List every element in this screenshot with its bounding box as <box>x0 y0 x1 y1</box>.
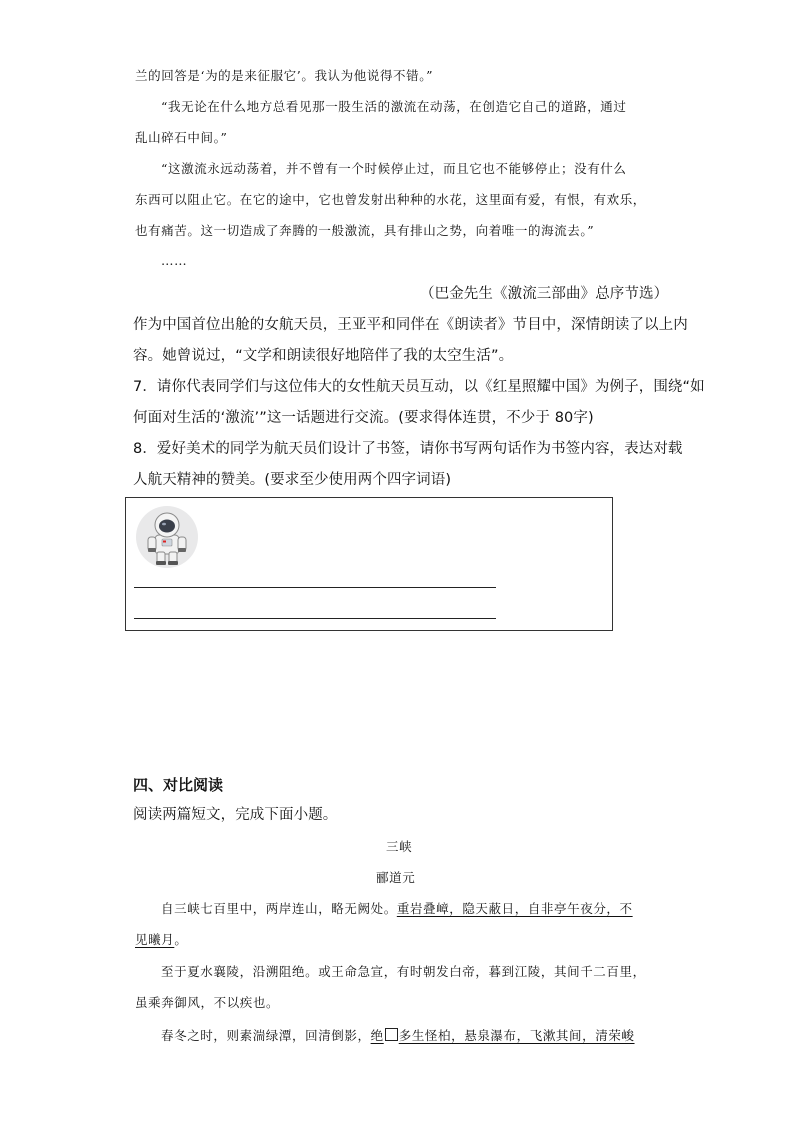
intro-line: 作为中国首位出舱的女航天员，王亚平和同伴在《朗读者》节目中，深情朗读了以上内 <box>133 317 688 333</box>
answer-line-2[interactable] <box>134 618 496 619</box>
section-heading: 四、对比阅读 <box>133 776 224 794</box>
passage-ellipsis: …… <box>161 253 188 268</box>
missing-character-box <box>385 1028 398 1041</box>
passage-line: “我无论在什么地方总看见那一股生活的激流在动荡，在创造它自己的道路，通过 <box>161 99 627 114</box>
passage-line: 乱山碎石中间。” <box>135 130 228 145</box>
underlined-text <box>371 1028 635 1043</box>
underlined-text-part: 绝 <box>370 1028 384 1043</box>
classical-text-line <box>161 903 633 916</box>
question-7-cont: 何面对生活的‘激流’”这一话题进行交流。(要求得体连贯，不少于 80字) <box>133 410 594 426</box>
question-8-cont: 人航天精神的赞美。(要求至少使用两个四字词语) <box>133 472 452 488</box>
passage-line: 东西可以阻止它。在它的途中，它也曾发射出种种的水花，这里面有爱，有恨，有欢乐， <box>135 192 646 207</box>
underlined-text: 见曦月 <box>135 932 175 947</box>
classical-text-line: 虽乘奔御风，不以疾也。 <box>135 995 280 1010</box>
passage-line: 兰的回答是‘为的是来征服它’。我认为他说得不错。” <box>135 68 434 83</box>
question-7: 7．请你代表同学们与这位伟大的女性航天员互动，以《红星照耀中国》为例子，围绕“如 <box>133 379 705 395</box>
classical-text-line: 至于夏水襄陵，沿溯阻绝。或王命急宣，有时朝发白帝，暮到江陵，其间千二百里， <box>161 964 646 979</box>
underlined-text-part: 多生怪柏，悬泉瀑布，飞漱其间，清荣峻 <box>398 1028 635 1043</box>
plain-text: 自三峡七百里中，两岸连山，略无阙处。 <box>161 901 397 916</box>
intro-line: 容。她曾说过，“文学和朗读很好地陪伴了我的太空生活”。 <box>133 348 514 364</box>
underlined-text: 重岩叠嶂，隐天蔽日，自非亭午夜分，不 <box>396 901 633 916</box>
passage-line: 也有痛苦。这一切造成了奔腾的一般激流，具有排山之势，向着唯一的海流去。” <box>135 223 595 238</box>
answer-line-1[interactable] <box>134 587 496 588</box>
text-author: 郦道元 <box>376 870 416 885</box>
question-8: 8．爱好美术的同学为航天员们设计了书签，请你书写两句话作为书签内容，表达对载 <box>133 441 683 457</box>
astronaut-image <box>136 506 198 568</box>
bookmark-answer-box <box>125 497 613 631</box>
classical-text-line <box>161 1028 635 1043</box>
text-title: 三峡 <box>386 839 413 854</box>
plain-text: 春冬之时，则素湍绿潭，回清倒影， <box>161 1028 371 1043</box>
plain-text: 。 <box>174 932 188 947</box>
classical-text-line <box>135 934 187 947</box>
passage-source: （巴金先生《激流三部曲》总序节选） <box>420 286 669 302</box>
section-instruction: 阅读两篇短文，完成下面小题。 <box>133 807 338 823</box>
passage-line: “这激流永远动荡着，并不曾有一个时候停止过，而且它也不能够停止；没有什么 <box>161 161 627 176</box>
